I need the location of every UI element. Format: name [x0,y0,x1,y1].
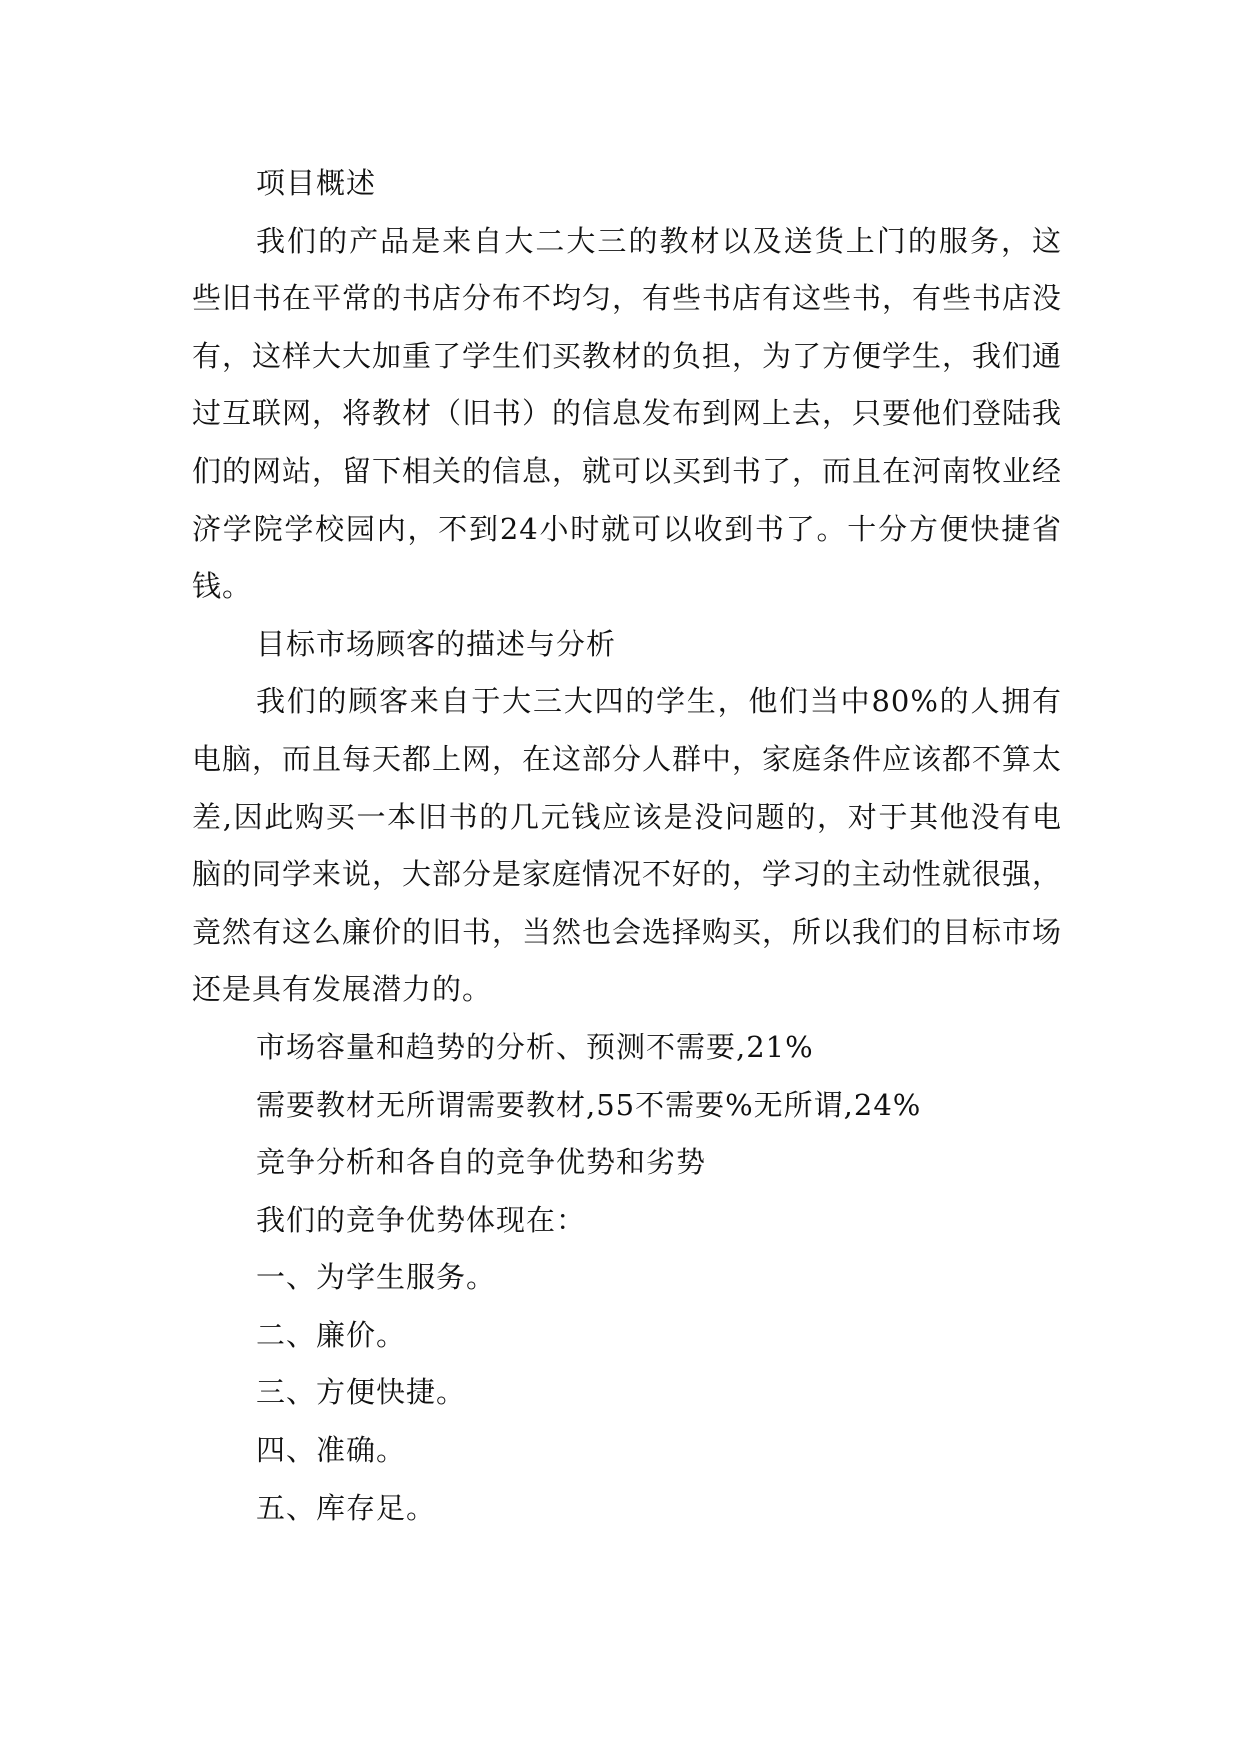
paragraph-advantages-intro: 我们的竞争优势体现在： [256,1202,587,1237]
list-item-advantage-1: 一、为学生服务。 [256,1260,497,1295]
list-item-advantage-5: 五、库存足。 [256,1490,437,1525]
paragraph-market-capacity: 市场容量和趋势的分析、预测不需要,21% [256,1029,814,1064]
section-heading-competition: 竞争分析和各自的竞争优势和劣势 [256,1145,707,1180]
list-item-advantage-2: 二、廉价。 [256,1317,407,1352]
section-heading-project-overview: 项目概述 [256,166,377,200]
list-item-advantage-3: 三、方便快捷。 [256,1375,467,1410]
section-heading-target-market: 目标市场顾客的描述与分析 [256,626,617,661]
document-body [192,155,1062,1537]
paragraph-customer-analysis: 我们的顾客来自于大三大四的学生，他们当中80%的人拥有电脑，而且每天都上网，在这部分人群中，家庭条件应该都不算太差,因此购买一本旧书的几元钱应该是没问题的，对于其他没有电脑的同学来说，大部分是家庭情况不好的，学习的主动性就很强，竟然有这么廉价的旧书，当然也会选择购买，所以我们的目标市场还是具有发展潜力的。 [192,684,1063,1007]
list-item-advantage-4: 四、准确。 [256,1433,407,1468]
paragraph-product-description: 我们的产品是来自大二大三的教材以及送货上门的服务，这些旧书在平常的书店分布不均匀，有些书店有这些书，有些书店没有，这样大大加重了学生们买教材的负担，为了方便学生，我们通过互联网，将教材（旧书）的信息发布到网上去，只要他们登陆我们的网站，留下相关的信息，就可以买到书了，而且在河南牧业经济学院学校园内，不到24小时就可以收到书了。十分方便快捷省钱。 [192,223,1063,604]
paragraph-survey-result: 需要教材无所谓需要教材,55不需要%无所谓,24% [256,1087,922,1122]
